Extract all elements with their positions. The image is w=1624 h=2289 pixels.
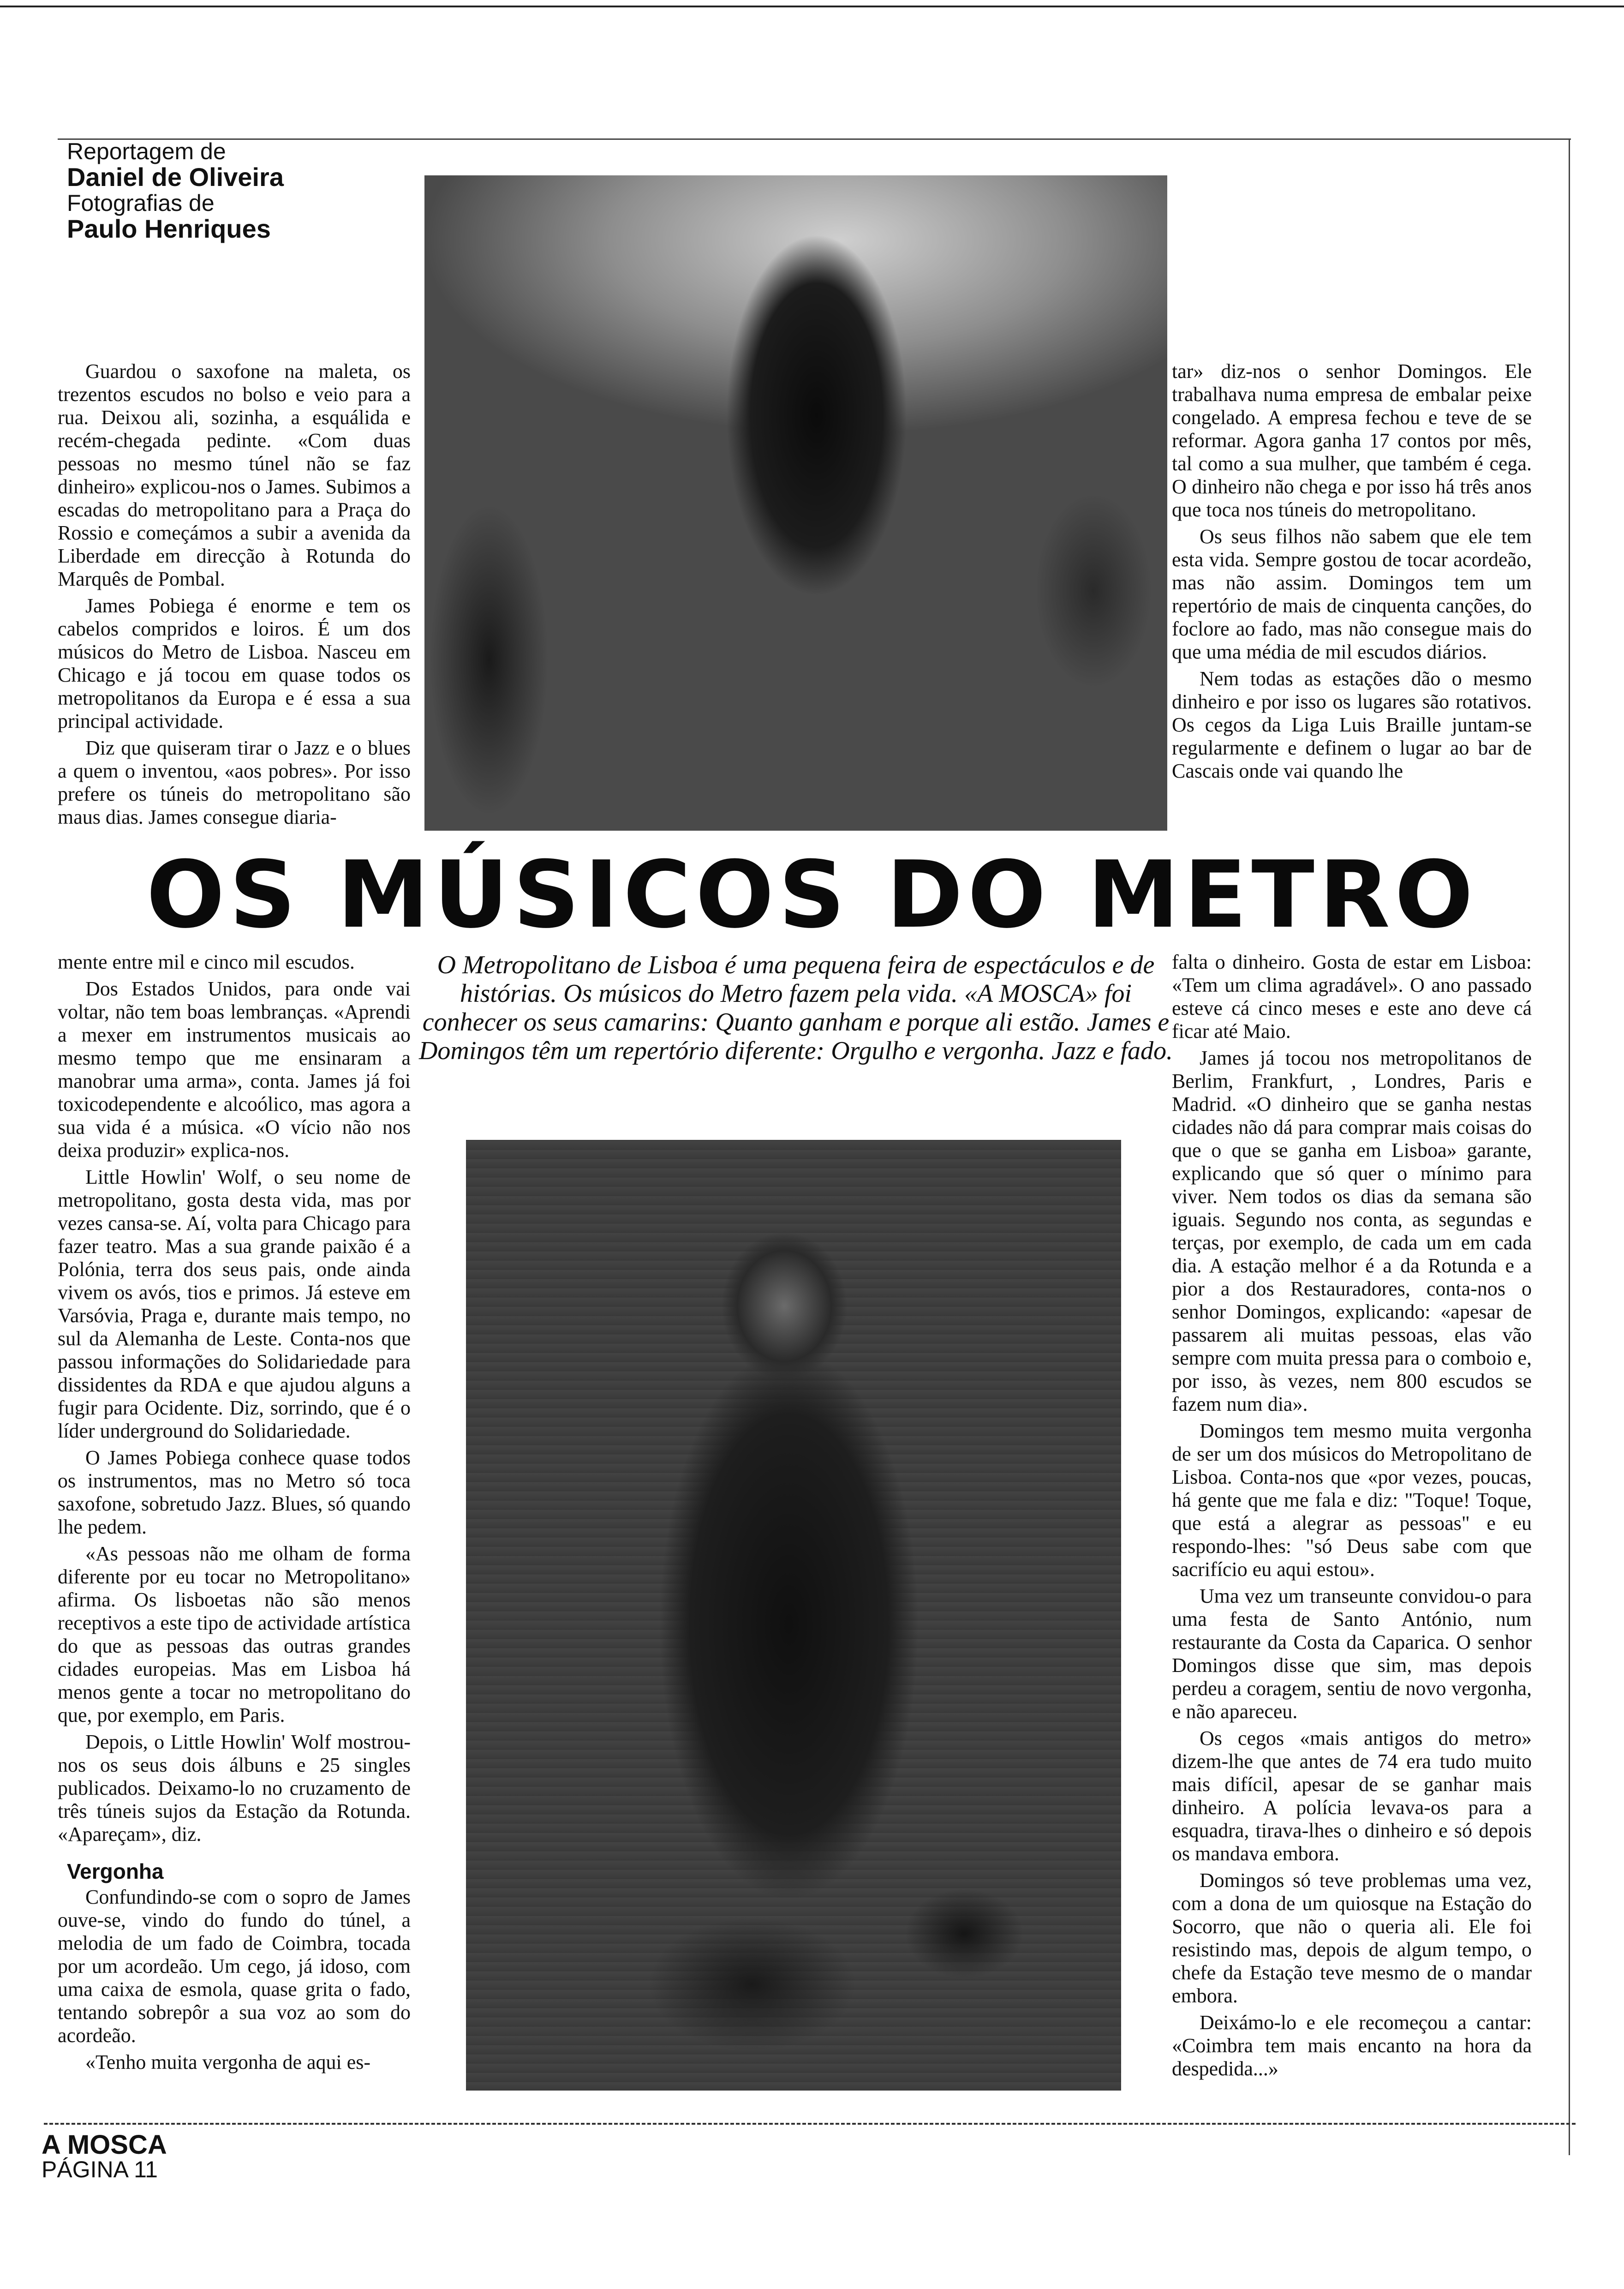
byline-photographer: Paulo Henriques [67, 214, 271, 243]
paragraph: Depois, o Little Howlin' Wolf mostrou-nos os seus dois álbuns e 25 singles publicados. Deixamo-lo no cruzamento de três túneis sujos da Estação da Rotunda. «Apareçam», diz. [58, 1731, 411, 1846]
byline-reportage-label: Reportagem de [67, 138, 226, 164]
paragraph: Guardou o saxofone na maleta, os trezentos escudos no bolso e veio para a rua. Deixou ali, sozinha, a esquálida e recém-chegada pedinte. «Com duas pessoas no mesmo túnel não se faz dinheiro» explicou-nos o James. Subimos a escadas do metropolitano para a Praça do Rossio e começámos a subir a avenida da Liberdade em direcção à Rotunda do Marquês de Pombal. [58, 360, 411, 590]
footer-rule [44, 2123, 1576, 2125]
paragraph: Confundindo-se com o sopro de James ouve-se, vindo do fundo do túnel, a melodia de um fado de Coimbra, tocada por um acordeão. Um cego, já idoso, com uma caixa de esmola, quase grita o fado, tentando sobrepôr a sua voz ao som do acordeão. [58, 1886, 411, 2047]
paragraph: O James Pobiega conhece quase todos os instrumentos, mas no Metro só toca saxofone, sobretudo Jazz. Blues, só quando lhe pedem. [58, 1446, 411, 1538]
column-1-top [58, 360, 411, 833]
byline [67, 138, 284, 242]
paragraph: «As pessoas não me olham de forma diferente por eu tocar no Metropolitano» afirma. Os lisboetas não são menos receptivos a este tipo de actividade artística do que as pessoas das outras grandes cidades europeias. Mas em Lisboa há menos gente a tocar no metropolitano do que, por exemplo, em Paris. [58, 1542, 411, 1726]
paragraph: James Pobiega é enorme e tem os cabelos compridos e loiros. É um dos músicos do Metro de Lisboa. Nasceu em Chicago e já tocou em quase todos os metropolitanos da Europa e é essa a sua principal actividade. [58, 594, 411, 732]
paragraph: Deixámo-lo e ele recomeçou a cantar: «Coimbra tem mais encanto na hora da despedida...» [1172, 2011, 1532, 2080]
paragraph: tar» diz-nos o senhor Domingos. Ele trabalhava numa empresa de embalar peixe congelado. A empresa fechou e teve de se reformar. Agora ganha 17 contos por mês, tal como a sua mulher, que também é cega. O dinheiro não chega e por isso há três anos que toca nos túneis do metropolitano. [1172, 360, 1532, 521]
paragraph: Diz que quiseram tirar o Jazz e o blues a quem o inventou, «aos pobres». Por isso prefere os túneis do metropolitano são maus dias. James consegue diaria- [58, 737, 411, 828]
column-1-bottom [58, 951, 411, 2078]
paragraph: Uma vez um transeunte convidou-o para uma festa de Santo António, num restaurante da Costa da Caparica. O senhor Domingos disse que sim, mas depois perdeu a coragem, sentiu de novo vergonha, e não apareceu. [1172, 1585, 1532, 1723]
photo-metro-tunnel-accordionist [424, 175, 1167, 831]
subheading-vergonha: Vergonha [67, 1859, 164, 1883]
paragraph: Domingos só teve problemas uma vez, com a dona de um quiosque na Estação do Socorro, que não o queria ali. Ele foi resistindo mas, depois de algum tempo, o chefe da Estação teve mesmo de o mandar embora. [1172, 1869, 1532, 2007]
paragraph: Os cegos «mais antigos do metro» dizem-lhe que antes de 74 era tudo muito mais difícil, apesar de se ganhar mais dinheiro. A polícia levava-os para a esquadra, tirava-lhes o dinheiro e só depois os mandava embora. [1172, 1727, 1532, 1865]
paragraph: James já tocou nos metropolitanos de Berlim, Frankfurt, , Londres, Paris e Madrid. «O dinheiro que se ganha nestas cidades não dá para comprar mais coisas do que o que se ganha em Lisboa» garante, explicando que só quer o mínimo para viver. Nem todos os dias da semana são iguais. Segundo nos conta, as segundas e terças, por exemplo, de cada um em cada dia. A estação melhor é a da Rotunda e a pior a dos Restauradores, conta-nos o senhor Domingos, explicando: «apesar de passarem ali muitas pessoas, elas vão sempre com muita pressa para o comboio e, por isso, às vezes, nem 800 escudos se fazem num dia». [1172, 1047, 1532, 1415]
photo-saxophonist-little-howlin-wolf [466, 1140, 1121, 2091]
byline-photo-label: Fotografias de [67, 190, 215, 216]
paragraph: mente entre mil e cinco mil escudos. [58, 951, 355, 973]
byline-author: Daniel de Oliveira [67, 162, 284, 192]
paragraph: falta o dinheiro. Gosta de estar em Lisboa: «Tem um clima agradável». O ano passado esteve cá cinco meses e este ano deve cá ficar até Maio. [1172, 951, 1532, 1043]
frame-right-line [1569, 138, 1570, 2155]
paragraph: «Tenho muita vergonha de aqui es- [85, 2051, 371, 2073]
paragraph: Os seus filhos não sabem que ele tem esta vida. Sempre gostou de tocar acordeão, mas não assim. Domingos tem um repertório de mais de cinquenta canções, do foclore ao fado, mas não consegue mais do que uma média de mil escudos diários. [1172, 525, 1532, 663]
footer-page-number: PÁGINA 11 [42, 2157, 158, 2182]
frame-top-line [58, 138, 1571, 140]
paragraph: Dos Estados Unidos, para onde vai voltar, não tem boas lembranças. «Aprendi a mexer em instrumentos musicais ao mesmo tempo que me ensinaram a manobrar uma arma», conta. James já foi toxicodependente e alcoólico, mas agora a sua vida é a música. «O vício não nos deixa produzir» explica-nos. [58, 977, 411, 1162]
paragraph: Little Howlin' Wolf, o seu nome de metropolitano, gosta desta vida, mas por vezes cansa-se. Aí, volta para Chicago para fazer teatro. Mas a sua grande paixão é a Polónia, terra dos seus pais, onde ainda vivem os avós, tios e primos. Já esteve em Varsóvia, Praga e, durante mais tempo, no sul da Alemanha de Leste. Conta-nos que passou informações do Solidariedade para dissidentes da RDA e que ajudou alguns a fugir para Ocidente. Diz, sorrindo, que é o líder underground do Solidariedade. [58, 1166, 411, 1442]
paragraph: Nem todas as estações dão o mesmo dinheiro e por isso os lugares são rotativos. Os cegos da Liga Luis Braille juntam-se regularmente e definem o lugar ao bar de Cascais onde vai quando lhe [1172, 667, 1532, 782]
top-rule [0, 6, 1624, 7]
headline: OS MÚSICOS DO METRO [146, 841, 1478, 949]
column-3-top [1172, 360, 1532, 786]
lead-paragraph: O Metropolitano de Lisboa é uma pequena feira de espectáculos e de histórias. Os músicos do Metro fazem pela vida. «A MOSCA» foi conhecer os seus camarins: Quanto ganham e porque ali estão. James e Domingos têm um repertório diferente: Orgulho e vergonha. Jazz e fado. [418, 951, 1173, 1065]
column-3-bottom [1172, 951, 1532, 2084]
footer-publication-name: A MOSCA [42, 2130, 167, 2160]
paragraph: Domingos tem mesmo muita vergonha de ser um dos músicos do Metropolitano de Lisboa. Conta-nos que «por vezes, poucas, há gente que me fala e diz: "Toque! Toque, que está a alegrar as pessoas" e eu respondo-lhes: "só Deus sabe com que sacrifício eu aqui estou». [1172, 1420, 1532, 1581]
